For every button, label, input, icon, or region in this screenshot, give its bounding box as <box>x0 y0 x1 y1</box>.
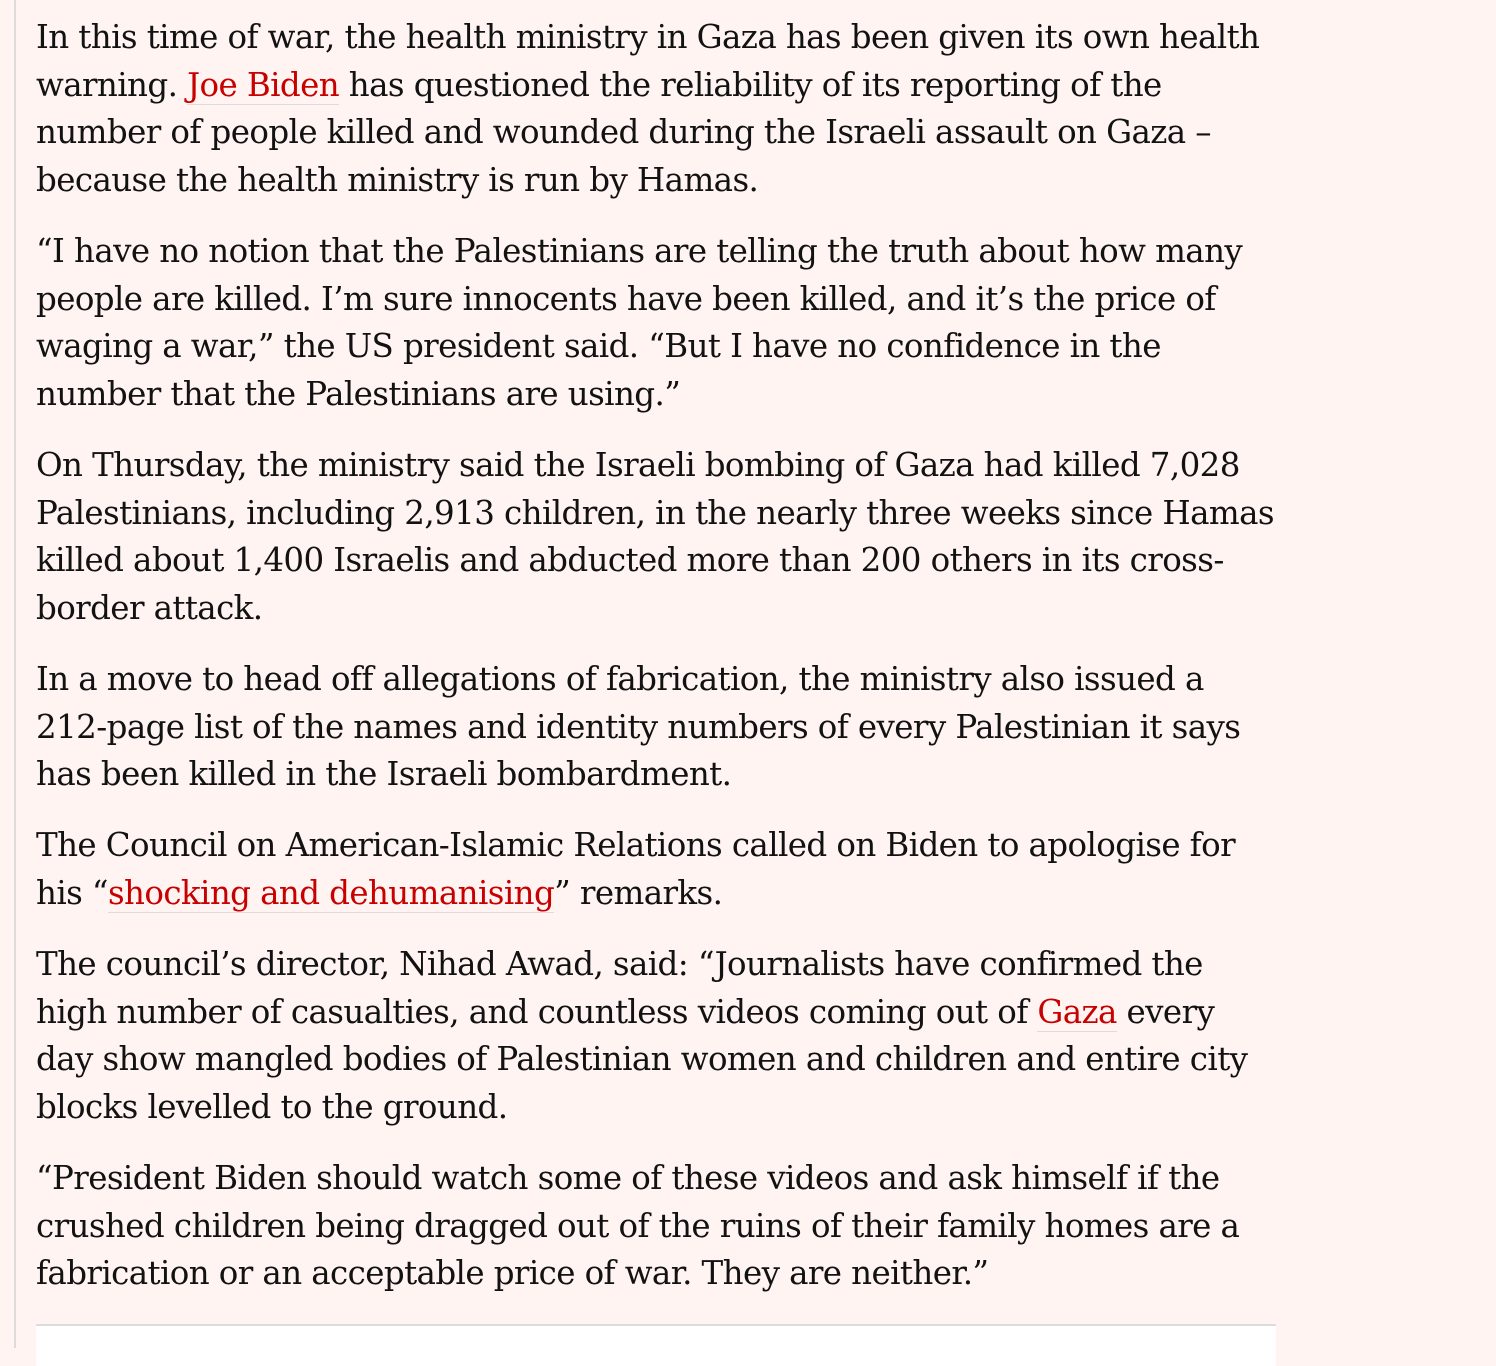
paragraph-awad-statement <box>36 941 1276 1131</box>
link-shocking-and-dehumanising[interactable]: shocking and dehumanising <box>107 873 555 912</box>
paragraph-awad-quote: “President Biden should watch some of these videos and ask himself if the crushed children being dragged out of the ruins of their family homes are a fabrication or an acceptable price of war. They are neither.” <box>36 1159 1240 1293</box>
paragraph-text: has questioned the reliability of its reporting of the number of people killed and wounded during the Israeli assault on Gaza – because the health ministry is run by Hamas. <box>36 65 1211 199</box>
paragraph-text: ” remarks. <box>554 873 723 912</box>
paragraph-text: The Council on American-Islamic Relations called on Biden to apologise for his “ <box>36 826 1236 912</box>
left-border-rule <box>14 0 16 1348</box>
link-gaza[interactable]: Gaza <box>1037 992 1117 1031</box>
paragraph-health-warning <box>36 14 1276 204</box>
paragraph-casualty-figures: On Thursday, the ministry said the Israeli bombing of Gaza had killed 7,028 Palestinians, including 2,913 children, in the nearly three weeks since Hamas killed about 1,400 Israelis and abducted more than 200 others in its cross-border attack. <box>36 445 1274 627</box>
paragraph-text: every day show mangled bodies of Palestinian women and children and entire city blocks levelled to the ground. <box>36 992 1248 1126</box>
paragraph-cair-apology <box>36 822 1276 917</box>
paragraph-text: The council’s director, Nihad Awad, said: “Journalists have confirmed the high number of casualties, and countless videos coming out of <box>36 945 1203 1031</box>
next-content-block <box>36 1324 1276 1366</box>
link-joe-biden[interactable]: Joe Biden <box>187 65 340 104</box>
article-body <box>36 14 1276 1321</box>
paragraph-names-list: In a move to head off allegations of fabrication, the ministry also issued a 212-page list of the names and identity numbers of every Palestinian it says has been killed in the Israeli bombardment. <box>36 659 1241 794</box>
paragraph-biden-quote: “I have no notion that the Palestinians are telling the truth about how many people are killed. I’m sure innocents have been killed, and it’s the price of waging a war,” the US president said. “But I have no confidence in the number that the Palestinians are using.” <box>36 231 1243 413</box>
paragraph-text: In this time of war, the health ministry in Gaza has been given its own health warning. <box>36 18 1260 104</box>
